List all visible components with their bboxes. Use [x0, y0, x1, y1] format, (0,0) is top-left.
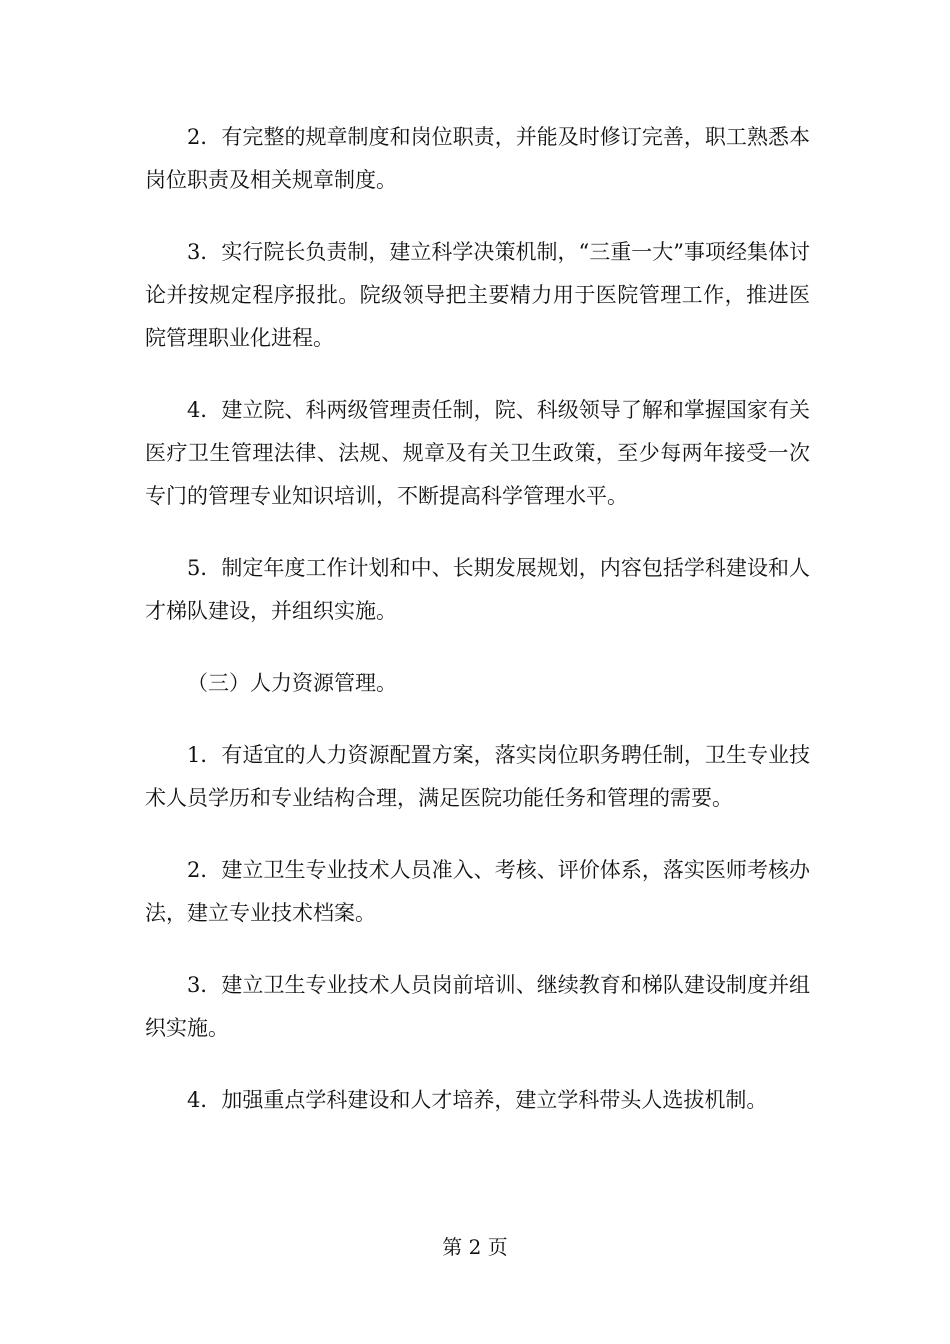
paragraph-hr-item-1-staffing-plan: 1．有适宜的人力资源配置方案，落实岗位职务聘任制，卫生专业技术人员学历和专业结构合理，满足医院功能任务和管理的需要。: [145, 743, 810, 810]
paragraph-item-4-two-level-management: 4．建立院、科两级管理责任制，院、科级领导了解和掌握国家有关医疗卫生管理法律、法规、规章及有关卫生政策，至少每两年接受一次专门的管理专业知识培训，不断提高科学管理水平。: [145, 398, 810, 508]
paragraph-item-2-regulations: 2．有完整的规章制度和岗位职责，并能及时修订完善，职工熟悉本岗位职责及相关规章制度。: [145, 125, 810, 192]
paragraph-hr-item-3-training: 3．建立卫生专业技术人员岗前培训、继续教育和梯队建设制度并组织实施。: [145, 973, 810, 1040]
paragraph-hr-item-2-evaluation-system: 2．建立卫生专业技术人员准入、考核、评价体系，落实医师考核办法，建立专业技术档案。: [145, 858, 810, 925]
document-body: [145, 116, 810, 1151]
paragraph-item-5-annual-plan: 5．制定年度工作计划和中、长期发展规划，内容包括学科建设和人才梯队建设，并组织实施。: [145, 556, 810, 623]
page-number-footer: 第 2 页: [442, 1235, 508, 1259]
paragraph-hr-item-4-key-disciplines: 4．加强重点学科建设和人才培养，建立学科带头人选拔机制。: [187, 1088, 768, 1112]
paragraph-item-3-president-responsibility: 3．实行院长负责制，建立科学决策机制，“三重一大”事项经集体讨论并按规定程序报批。院级领导把主要精力用于医院管理工作，推进医院管理职业化进程。: [145, 240, 810, 350]
section-heading-human-resources: （三）人力资源管理。: [187, 671, 397, 695]
